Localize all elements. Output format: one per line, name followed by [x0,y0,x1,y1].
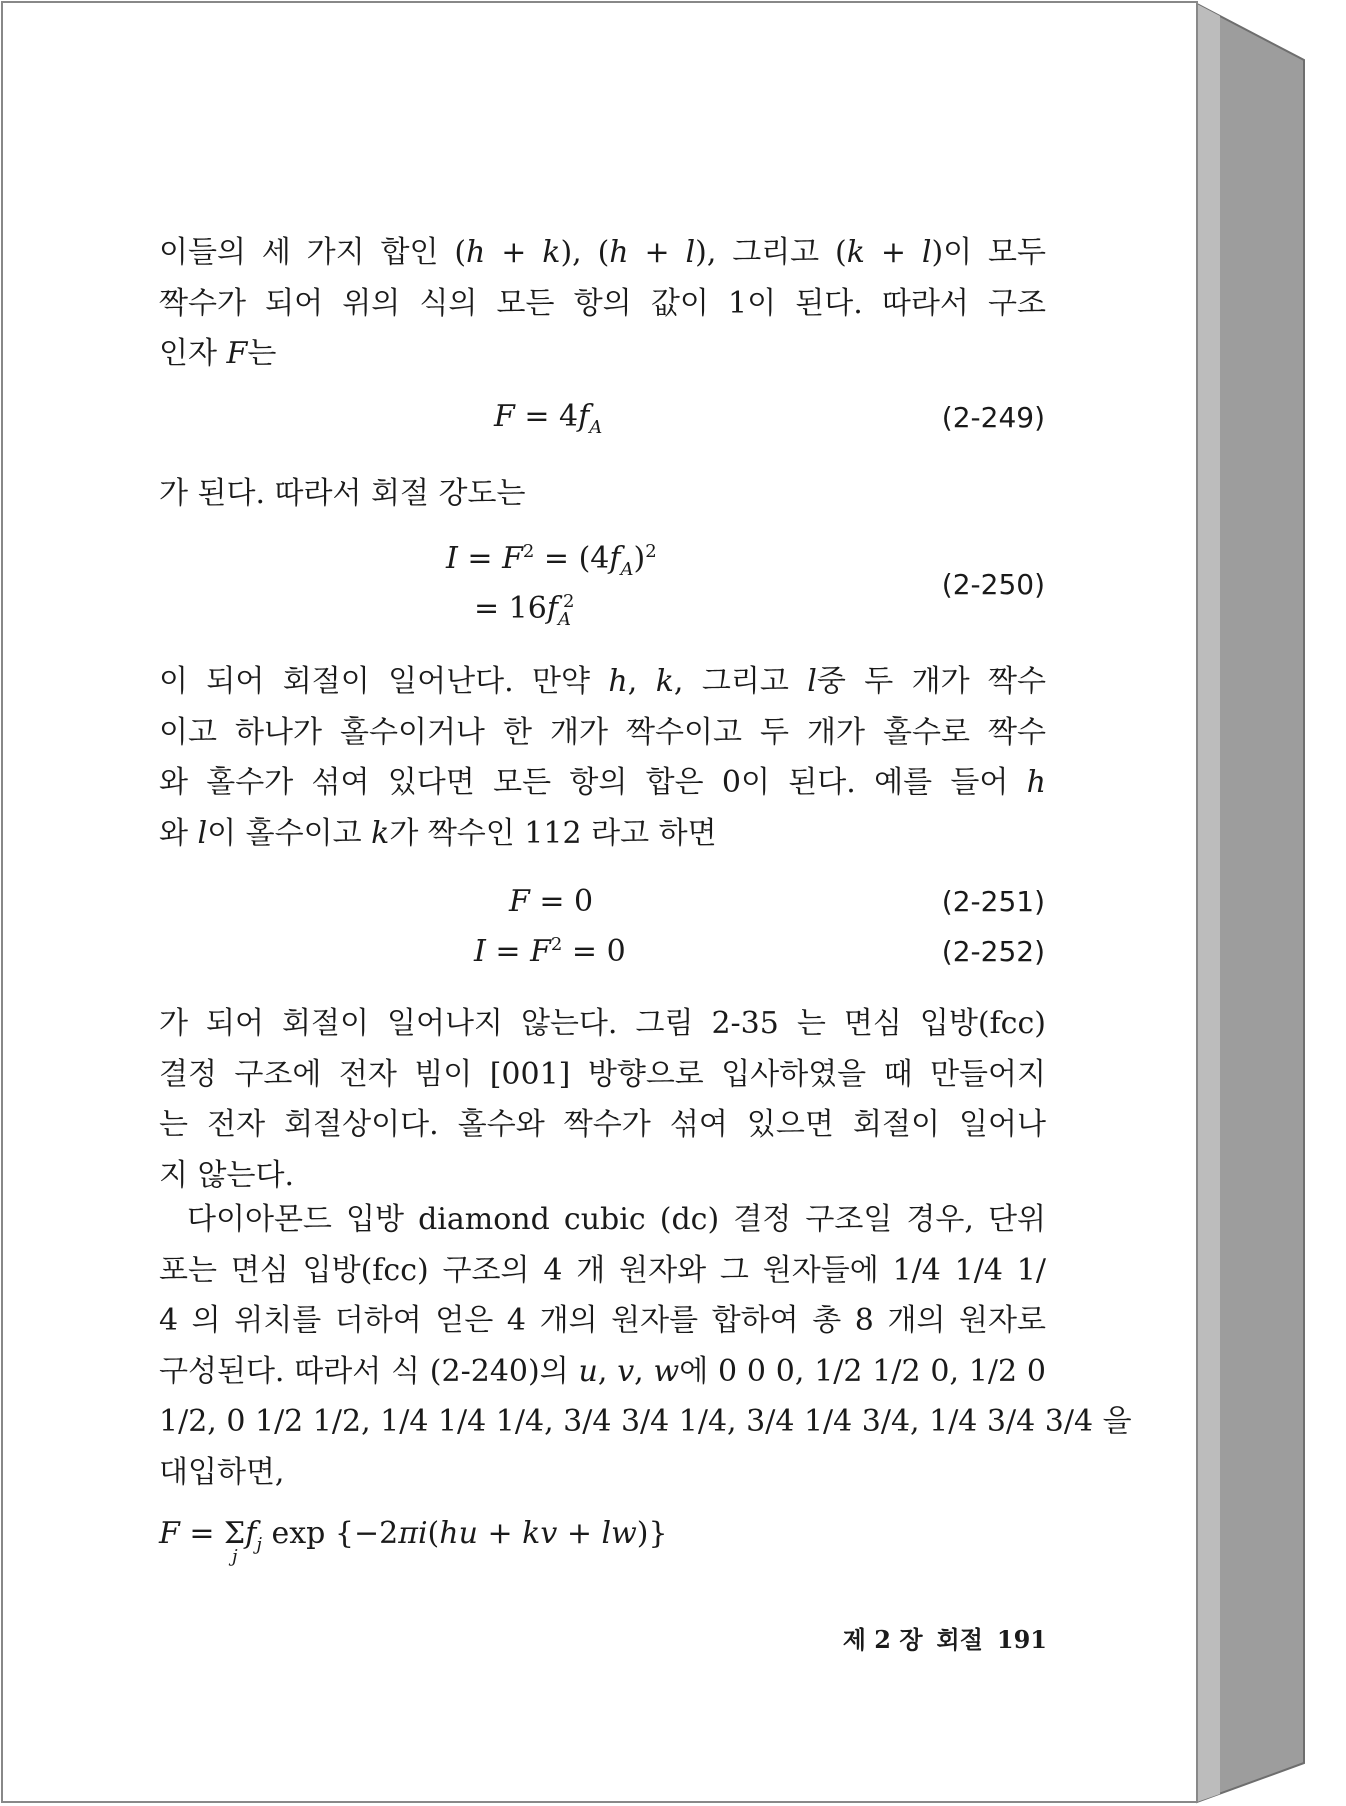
text-line: 이고 하나가 홀수이거나 한 개가 짝수이고 두 개가 홀수로 짝수 [159,714,1046,750]
text-line: 와 홀수가 섞여 있다면 모든 항의 합은 0이 된다. 예를 들어 h [159,765,1046,800]
text-line: 는 전자 회절상이다. 홀수와 짝수가 섞여 있으면 회절이 일어나 [159,1107,1046,1142]
text-line: 다이아몬드 입방 diamond cubic (dc) 결정 구조일 경우, 단위 [187,1202,1046,1237]
paragraph-3 [159,657,1046,859]
text-line: 인자 F는 [159,336,277,371]
equation-2-249: $F = 4f_A$ [494,399,603,438]
paragraph-2 [159,469,1046,520]
text-line: 가 된다. 따라서 회절 강도는 [159,476,526,511]
paragraph-1 [159,228,1046,380]
footer-chapter: 제 2 장 [842,1625,923,1654]
book-page [4,4,1197,1801]
sum-index: j [232,1546,238,1567]
equation-number: (2-252) [941,935,1045,968]
text-line: 포는 면심 입방(fcc) 구조의 4 개 원자와 그 원자들에 1/4 1/4 1/ [159,1252,1046,1288]
footer-title: 회절 [936,1625,983,1654]
equation-2-250-line2: = $16f_A^2$ [474,591,575,630]
equation-2-250-line1: $I = F^2 = (4f_A)^2$ [446,541,657,580]
text-line: 결정 구조에 전자 빔이 [001] 방향으로 입사하였을 때 만들어지 [159,1056,1046,1092]
paragraph-4 [159,999,1046,1201]
page-number: 191 [996,1625,1047,1654]
text-line: 짝수가 되어 위의 식의 모든 항의 값이 1이 된다. 따라서 구조 [159,285,1046,321]
text-line: 가 되어 회절이 일어나지 않는다. 그림 2-35 는 면심 입방(fcc) [159,1006,1046,1041]
equation-2-251: F = 0 [509,884,594,919]
text-line: 4 의 위치를 더하여 얻은 4 개의 원자를 합하여 총 8 개의 원자로 [159,1303,1046,1338]
text-line: 구성된다. 따라서 식 (2-240)의 u, v, w에 0 0 0, 1/2 1/2 0, 1/2 0 [159,1353,1047,1389]
text-line: 대입하면, [159,1454,285,1490]
equation-number: (2-250) [941,568,1045,601]
text-line: 지 않는다. [159,1157,294,1193]
page-footer [829,1620,1047,1655]
text-line: 이들의 세 가지 합인 (h + k), (h + l), 그리고 (k + l)이 모두 [159,235,1046,270]
equation-2-252: $I = F^2 = 0$ [474,934,626,969]
equation-number: (2-249) [941,401,1045,434]
text-line: 1/2, 0 1/2 1/2, 1/4 1/4 1/4, 3/4 3/4 1/4, 3/4 1/4 3/4, 1/4 3/4 3/4 을 [159,1404,1132,1439]
text-line: 와 l이 홀수이고 k가 짝수인 112 라고 하면 [159,815,717,851]
paragraph-5 [159,1195,1132,1498]
equation-number: (2-251) [941,885,1045,918]
text-line: 이 되어 회절이 일어난다. 만약 h, k, 그리고 l중 두 개가 짝수 [159,664,1046,699]
equation-structure-factor-sum: F = Σ j $f_j$ exp {−2πi(hu + kv + lw)} [159,1516,668,1567]
